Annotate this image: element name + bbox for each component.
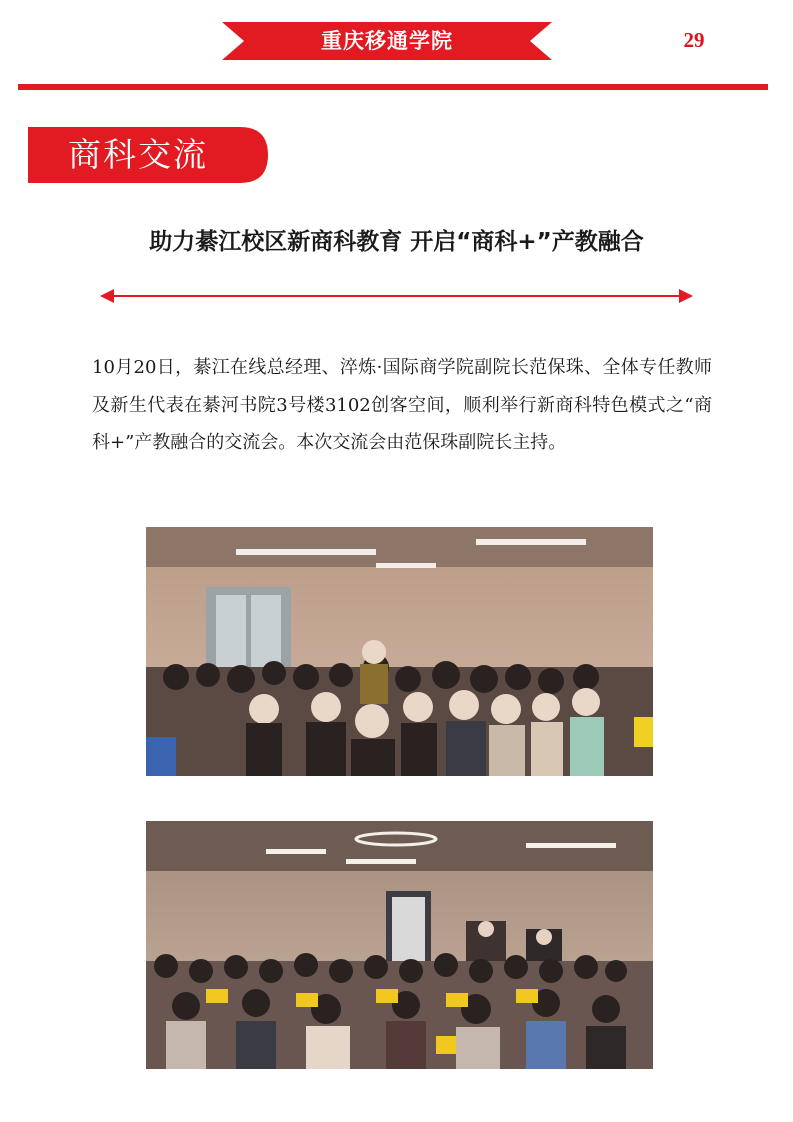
header-divider: [18, 84, 768, 90]
section-title: 商科交流: [68, 135, 208, 174]
audience-photo-illustration: [146, 527, 653, 776]
page-number: 29: [683, 28, 705, 52]
article-body: 10月20日，綦江在线总经理、淬炼·国际商学院副院长范保珠、全体专任教师及新生代表在綦河书院3号楼3102创客空间，顺利举行新商科特色模式之“商科+”产教融合的交流会。本次交流会由范保珠副院长主持。: [92, 357, 712, 453]
school-name: 重庆移通学院: [321, 28, 453, 53]
article-headline: 助力綦江校区新商科教育 开启“商科+”产教融合: [149, 229, 644, 255]
hall-photo-illustration: [146, 821, 653, 1069]
header-banner: [222, 22, 552, 60]
section-tab: [28, 127, 268, 183]
event-photo-hall: [146, 821, 653, 1069]
event-photo-audience: [146, 527, 653, 776]
double-arrow-divider: [100, 286, 693, 306]
